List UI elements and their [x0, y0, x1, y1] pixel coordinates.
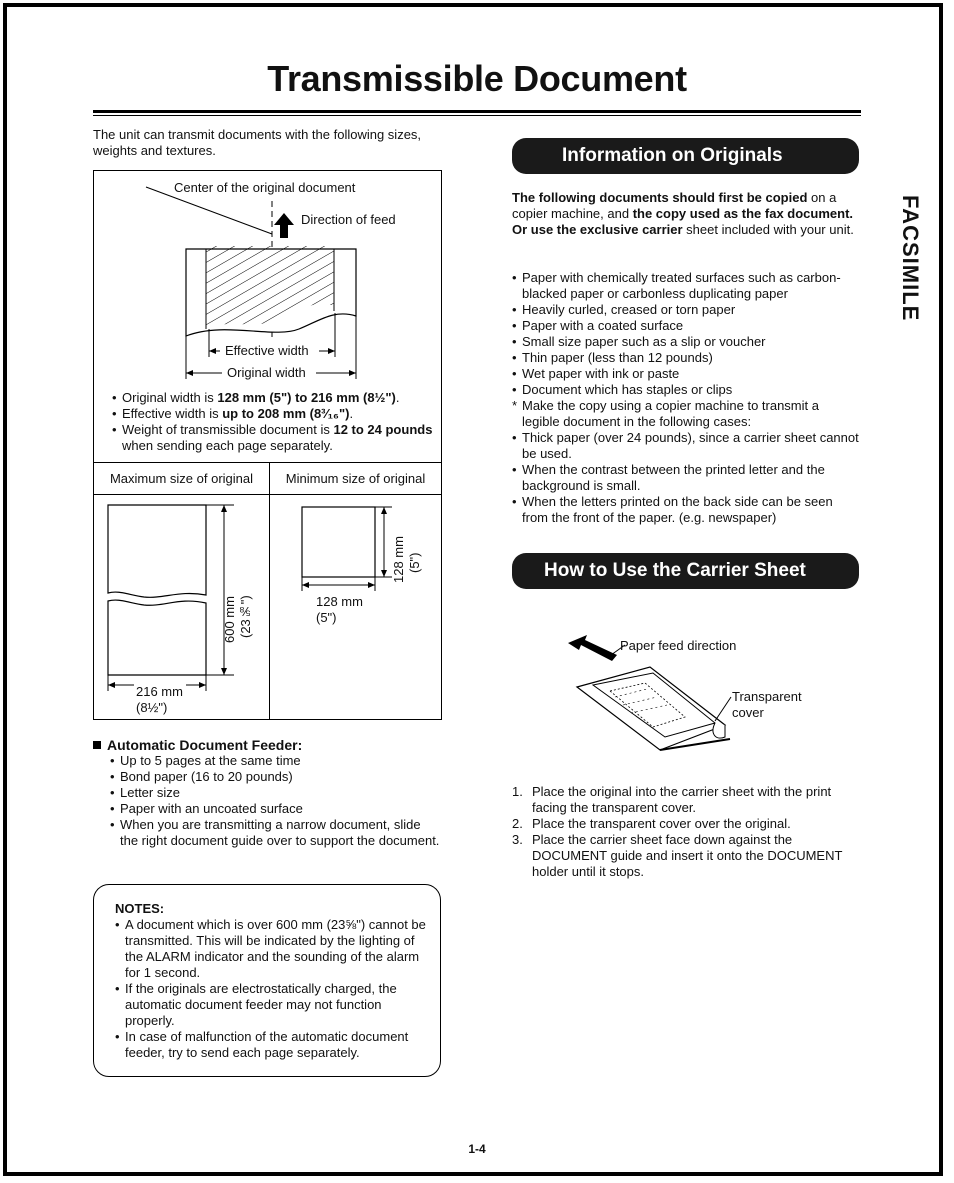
max-height-label: 600 mm — [222, 596, 237, 643]
adf-list — [110, 753, 440, 849]
max-size-header: Maximum size of original — [109, 471, 254, 486]
effective-width-label: Effective width — [225, 343, 309, 358]
title-rule — [93, 110, 861, 113]
note-item: • A document which is over 600 mm (23⅝") cannot be transmitted. This will be indicated by the lighting of the ALARM indicator and the sounding of the alarm for 1 second. — [115, 917, 430, 981]
transparent-cover-label-1: Transparent — [732, 689, 802, 704]
original-item: • Document which has staples or clips — [512, 382, 860, 398]
note-item: • If the originals are electrostatically charged, the automatic document feeder may not function properly. — [115, 981, 430, 1029]
paper-feed-label: Paper feed direction — [620, 638, 737, 653]
size-table — [93, 462, 442, 720]
feed-direction-label: Direction of feed — [301, 212, 396, 227]
width-specs — [112, 390, 437, 454]
spec-effective-width: • Effective width is up to 208 mm (8³⁄₁₆"). — [112, 406, 437, 422]
min-size-header: Minimum size of original — [285, 471, 426, 486]
page-number: 1-4 — [468, 1142, 486, 1156]
min-width-label: 128 mm — [316, 594, 363, 609]
notes-list — [115, 917, 430, 1061]
original-item: • Wet paper with ink or paste — [512, 366, 860, 382]
spec-original-width: • Original width is 128 mm (5") to 216 mm (8½"). — [112, 390, 437, 406]
info-originals-banner: Information on Originals — [512, 138, 859, 174]
min-height-label: 128 mm — [391, 536, 406, 583]
original-item: • Thin paper (less than 12 pounds) — [512, 350, 860, 366]
original-item: • Heavily curled, creased or torn paper — [512, 302, 860, 318]
width-diagram-box — [93, 170, 442, 462]
notes-box — [93, 884, 441, 1077]
center-label: Center of the original document — [174, 180, 356, 195]
note-item: • In case of malfunction of the automatic document feeder, try to send each page separately. — [115, 1029, 430, 1061]
original-item: • Paper with a coated surface — [512, 318, 860, 334]
max-height-in-label: (23⅝") — [238, 595, 253, 638]
info-intro: The following documents should first be copied on a copier machine, and the copy used as the fax document. Or use the exclusive carrier sheet included with your unit. — [512, 190, 854, 237]
copy-note: * Make the copy using a copier machine to transmit a legible document in the following cases: — [512, 398, 860, 430]
notes-heading: NOTES: — [115, 901, 165, 916]
transparent-cover-label-2: cover — [732, 705, 764, 720]
adf-item: • Paper with an uncoated surface — [110, 801, 440, 817]
original-item: • Paper with chemically treated surfaces such as carbon-blacked paper or carbonless duplicating paper — [512, 270, 860, 302]
adf-item: • When you are transmitting a narrow document, slide the right document guide over to support the document. — [110, 817, 440, 849]
copy-case-item: • Thick paper (over 24 pounds), since a carrier sheet cannot be used. — [512, 430, 860, 462]
carrier-sheet-banner: How to Use the Carrier Sheet — [512, 553, 859, 589]
max-width-in-label: (8½") — [136, 700, 168, 715]
min-width-in-label: (5") — [316, 610, 337, 625]
feed-arrow-icon — [274, 213, 294, 238]
carrier-steps — [512, 784, 860, 880]
page-title: Transmissible Document — [267, 58, 687, 99]
original-width-label: Original width — [227, 365, 306, 380]
step-3: 3. Place the carrier sheet face down against the DOCUMENT guide and insert it onto the DOCUMENT holder until it stops. — [512, 832, 843, 879]
original-item: • Small size paper such as a slip or voucher — [512, 334, 860, 350]
adf-item: • Bond paper (16 to 20 pounds) — [110, 769, 440, 785]
adf-item: • Up to 5 pages at the same time — [110, 753, 440, 769]
spec-weight: • Weight of transmissible document is 12 to 24 pounds when sending each page separately. — [112, 422, 437, 454]
paper-feed-arrow-icon — [568, 635, 617, 661]
adf-heading: Automatic Document Feeder: — [93, 737, 302, 753]
intro-text: The unit can transmit documents with the following sizes, weights and textures. — [93, 127, 422, 158]
step-2: 2. Place the transparent cover over the original. — [512, 816, 791, 831]
max-width-label: 216 mm — [136, 684, 183, 699]
copy-case-item: • When the letters printed on the back side can be seen from the front of the paper. (e.g. newspaper) — [512, 494, 860, 526]
originals-list — [512, 270, 860, 526]
copy-case-item: • When the contrast between the printed letter and the background is small. — [512, 462, 860, 494]
min-height-in-label: (5") — [407, 552, 422, 573]
title-rule-thin — [93, 115, 861, 116]
square-bullet-icon — [93, 741, 101, 749]
adf-item: • Letter size — [110, 785, 440, 801]
step-1: 1. Place the original into the carrier sheet with the print facing the transparent cover. — [512, 784, 832, 815]
side-tab-label: FACSIMILE — [898, 195, 923, 322]
